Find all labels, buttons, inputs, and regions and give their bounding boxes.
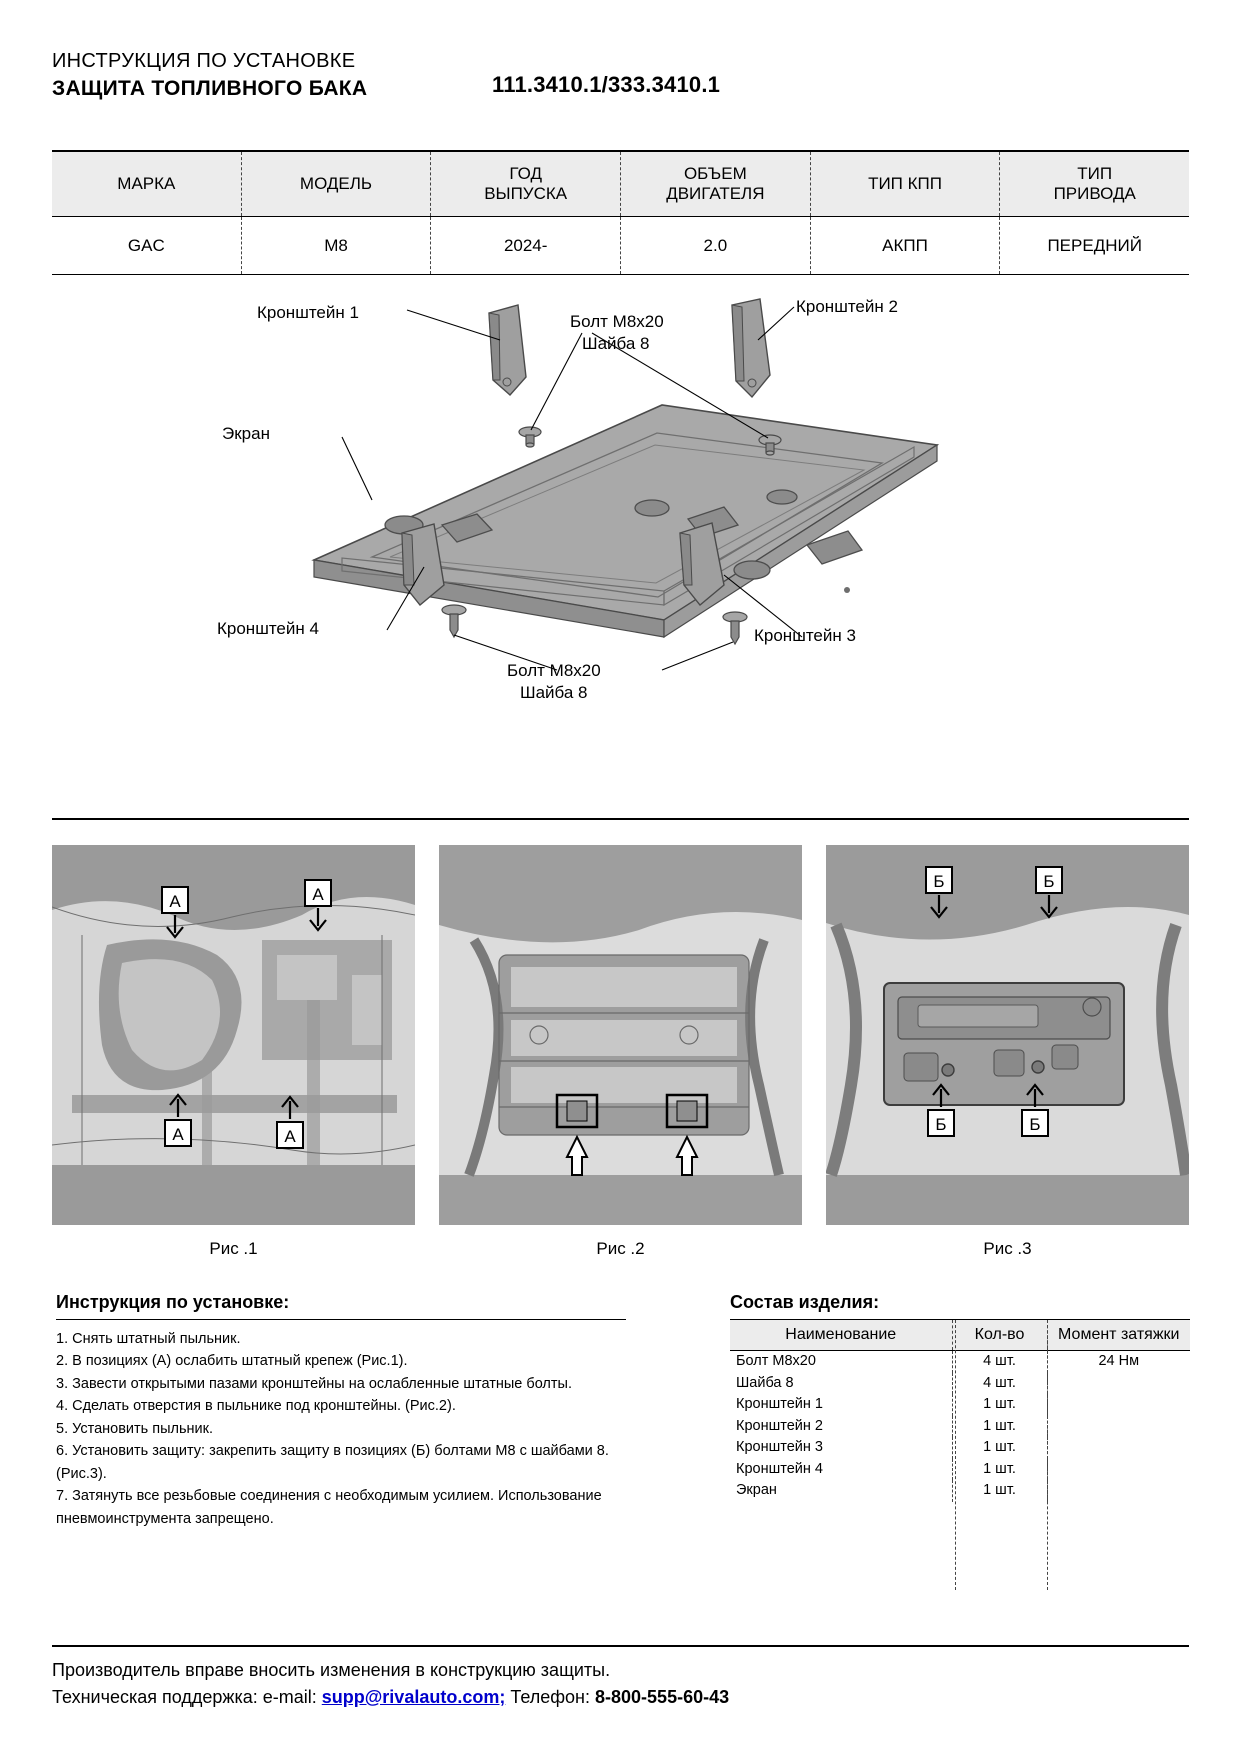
- svg-text:Б: Б: [1043, 872, 1055, 891]
- table-row: [730, 1351, 1190, 1373]
- parts-header-row: [730, 1320, 1190, 1351]
- part-name: Кронштейн 2: [736, 1417, 823, 1434]
- document-header: [52, 50, 1192, 101]
- label-bolt-bottom: Болт M8x20: [507, 661, 601, 680]
- spec-value-engine: 2.0: [621, 217, 811, 274]
- parts-col-name: Наименование: [730, 1320, 952, 1351]
- parts-col-torque: Момент затяжки: [1047, 1320, 1190, 1351]
- support-email-link[interactable]: supp@rivalauto.com;: [321, 1687, 506, 1707]
- spec-value-drive: ПЕРЕДНИЙ: [1047, 235, 1142, 255]
- product-code: 111.3410.1/333.3410.1: [492, 72, 721, 97]
- spec-value-row: [52, 217, 1189, 274]
- photo-figure-3: [826, 845, 1189, 1225]
- part-name: Кронштейн 4: [736, 1460, 823, 1477]
- spec-header-engine: ОБЪЕМ ДВИГАТЕЛЯ: [621, 152, 811, 216]
- svg-text:А: А: [284, 1127, 296, 1146]
- photo-strip: [52, 845, 1189, 1258]
- instructions-title: Инструкция по установке:: [56, 1292, 626, 1320]
- list-item: 1. Снять штатный пыльник.: [56, 1331, 241, 1347]
- part-torque: [1047, 1459, 1190, 1481]
- spec-header-brand: МАРКА: [52, 152, 242, 216]
- assembly-drawing: [52, 285, 1189, 785]
- parts-col-qty: Кол-во: [952, 1320, 1047, 1351]
- figure-caption-1: Рис .1: [209, 1239, 258, 1258]
- spec-value-brand: GAC: [52, 217, 242, 274]
- table-row: [730, 1437, 1190, 1459]
- exploded-assembly-diagram: [52, 285, 1189, 785]
- table-row: [730, 1373, 1190, 1395]
- part-qty: 1 шт.: [952, 1437, 1047, 1459]
- svg-text:А: А: [172, 1125, 184, 1144]
- part-name: Шайба 8: [736, 1374, 794, 1391]
- photo-figure-1: [52, 845, 415, 1225]
- list-item: 2. В позициях (А) ослабить штатный крепеж (Рис.1).: [56, 1353, 408, 1370]
- spec-header-row: [52, 152, 1189, 217]
- installation-instructions: [56, 1292, 646, 1530]
- list-item: 6. Установить защиту: закрепить защиту в позициях (Б) болтами М8 с шайбами 8. (Рис.3).: [56, 1443, 609, 1482]
- svg-text:Б: Б: [933, 872, 945, 891]
- part-torque: [1047, 1416, 1190, 1438]
- spec-header-transmission: ТИП КПП: [811, 152, 1001, 216]
- parts-divider-left: [955, 1320, 956, 1590]
- footer-support: [52, 1684, 1189, 1711]
- table-row: [730, 1394, 1190, 1416]
- figure-caption-3: Рис .3: [983, 1239, 1032, 1258]
- part-torque: 24 Нм: [1098, 1353, 1140, 1369]
- label-bracket-4: Кронштейн 4: [217, 619, 319, 638]
- table-row: [730, 1459, 1190, 1481]
- part-torque: [1047, 1480, 1190, 1502]
- part-qty: 1 шт.: [952, 1459, 1047, 1481]
- list-item: 3. Завести открытыми пазами кронштейны на ослабленные штатные болты.: [56, 1375, 572, 1392]
- document-footer: [52, 1645, 1189, 1711]
- table-row: [730, 1480, 1190, 1502]
- svg-text:А: А: [169, 892, 181, 911]
- svg-text:Б: Б: [935, 1115, 947, 1134]
- phone-label: Телефон:: [505, 1687, 596, 1707]
- label-bracket-2: Кронштейн 2: [796, 297, 898, 316]
- label-washer-top: Шайба 8: [582, 334, 650, 353]
- vehicle-spec-table: [52, 150, 1189, 275]
- part-qty: 1 шт.: [952, 1480, 1047, 1502]
- svg-text:А: А: [312, 885, 324, 904]
- spec-header-model: МОДЕЛЬ: [242, 152, 432, 216]
- part-name: Кронштейн 3: [736, 1439, 823, 1456]
- svg-text:Б: Б: [1029, 1115, 1041, 1134]
- footer-disclaimer: Производитель вправе вносить изменения в конструкцию защиты.: [52, 1660, 611, 1680]
- spec-header-year: ГОД ВЫПУСКА: [431, 152, 621, 216]
- instructions-list: [56, 1328, 646, 1530]
- parts-table: [730, 1319, 1190, 1502]
- part-qty: 4 шт.: [952, 1351, 1047, 1373]
- list-item: 5. Установить пыльник.: [56, 1420, 214, 1437]
- table-row: [730, 1416, 1190, 1438]
- section-divider-top: [52, 818, 1189, 820]
- label-bracket-1: Кронштейн 1: [257, 303, 359, 322]
- support-label: Техническая поддержка: e-mail:: [52, 1687, 322, 1707]
- list-item: 7. Затянуть все резьбовые соединения с необходимым усилием. Использование пневмоинструмента запрещено.: [56, 1488, 602, 1527]
- parts-title: Состав изделия:: [730, 1292, 880, 1312]
- part-name: Кронштейн 1: [736, 1396, 823, 1413]
- part-qty: 1 шт.: [952, 1416, 1047, 1438]
- header-subtitle: ИНСТРУКЦИЯ ПО УСТАНОВКЕ: [52, 50, 356, 72]
- part-qty: 1 шт.: [952, 1394, 1047, 1416]
- spec-value-model: M8: [242, 217, 432, 274]
- label-washer-bottom: Шайба 8: [520, 683, 588, 702]
- spec-value-year: 2024-: [431, 217, 621, 274]
- part-name: Экран: [736, 1482, 777, 1499]
- list-item: 4. Сделать отверстия в пыльнике под кронштейны. (Рис.2).: [56, 1398, 456, 1415]
- part-torque: [1047, 1437, 1190, 1459]
- figure-caption-2: Рис .2: [596, 1239, 645, 1258]
- part-name: Болт M8x20: [736, 1353, 816, 1369]
- label-screen: Экран: [222, 424, 270, 443]
- label-bracket-3: Кронштейн 3: [754, 626, 856, 645]
- page-title: ЗАЩИТА ТОПЛИВНОГО БАКА: [52, 77, 368, 100]
- part-torque: [1047, 1394, 1190, 1416]
- part-qty: 4 шт.: [952, 1373, 1047, 1395]
- parts-list-section: [730, 1292, 1190, 1502]
- spec-header-drive: ТИП ПРИВОДА: [1053, 164, 1136, 203]
- photo-figure-2: [439, 845, 802, 1225]
- support-phone: 8-800-555-60-43: [595, 1687, 730, 1707]
- part-torque: [1047, 1373, 1190, 1395]
- parts-divider-right: [1047, 1320, 1048, 1590]
- label-bolt-top: Болт M8x20: [570, 312, 664, 331]
- spec-value-transmission: АКПП: [811, 217, 1001, 274]
